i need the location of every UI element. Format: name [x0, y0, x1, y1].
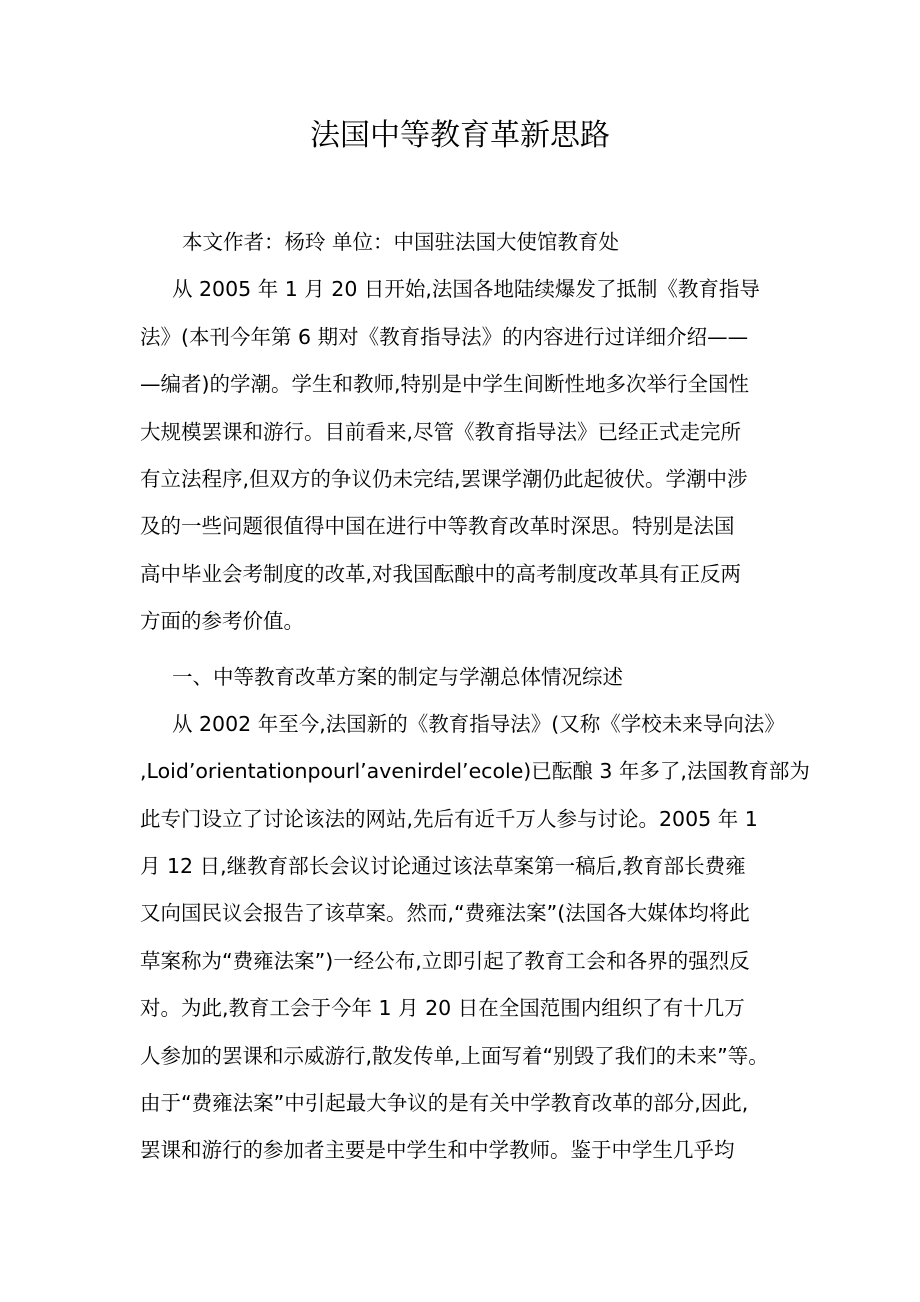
text-line: 对。为此,教育工会于今年 1 月 20 日在全国范围内组织了有十几万	[140, 996, 745, 1021]
text-line: 罢课和游行的参加者主要是中学生和中学教师。鉴于中学生几乎均	[140, 1138, 735, 1163]
text-line: 此专门设立了讨论该法的网站,先后有近千万人参与讨论。2005 年 1	[140, 806, 758, 831]
text-line: 月 12 日,继教育部长会议讨论通过该法草案第一稿后,教育部长费雍	[140, 854, 746, 879]
text-line: 法》(本刊今年第 6 期对《教育指导法》的内容进行过详细介绍——	[140, 324, 749, 349]
text-line: 草案称为“费雍法案”)一经公布,立即引起了教育工会和各界的强烈反	[140, 948, 750, 973]
text-line: 人参加的罢课和示威游行,散发传单,上面写着“别毁了我们的未来”等。	[140, 1043, 769, 1068]
text-line: 方面的参考价值。	[140, 609, 304, 634]
text-line: —编者)的学潮。学生和教师,特别是中学生间断性地多次举行全国性	[140, 372, 750, 397]
text-line: ,Loid’orientationpourl’avenirdel’ecole)已酝酿 3 年多了,法国教育部为	[140, 759, 810, 784]
author-line: 本文作者：杨玲 单位：中国驻法国大使馆教育处	[182, 230, 620, 254]
text-line: 高中毕业会考制度的改革,对我国酝酿中的高考制度改革具有正反两	[140, 561, 742, 586]
text-line: 从 2005 年 1 月 20 日开始,法国各地陆续爆发了抵制《教育指导	[172, 277, 760, 302]
text-line: 又向国民议会报告了该草案。然而,“费雍法案”(法国各大媒体均将此	[140, 901, 750, 926]
section-heading	[140, 654, 800, 701]
text-line: 由于“费雍法案”中引起最大争议的是有关中学教育改革的部分,因此,	[140, 1091, 749, 1116]
text-line: 从 2002 年至今,法国新的《教育指导法》(又称《学校未来导向法》	[172, 711, 785, 736]
paragraph	[140, 701, 810, 1175]
text-line: 一、中等教育改革方案的制定与学潮总体情况综述	[172, 664, 623, 689]
text-line: 及的一些问题很值得中国在进行中等教育改革时深思。特别是法国	[140, 514, 735, 539]
text-line: 大规模罢课和游行。目前看来,尽管《教育指导法》已经正式走完所	[140, 419, 742, 444]
document-body	[140, 219, 810, 1175]
document-title: 法国中等教育革新思路	[310, 118, 610, 153]
paragraph	[140, 266, 800, 645]
text-line: 有立法程序,但双方的争议仍未完结,罢课学潮仍此起彼伏。学潮中涉	[140, 466, 748, 491]
